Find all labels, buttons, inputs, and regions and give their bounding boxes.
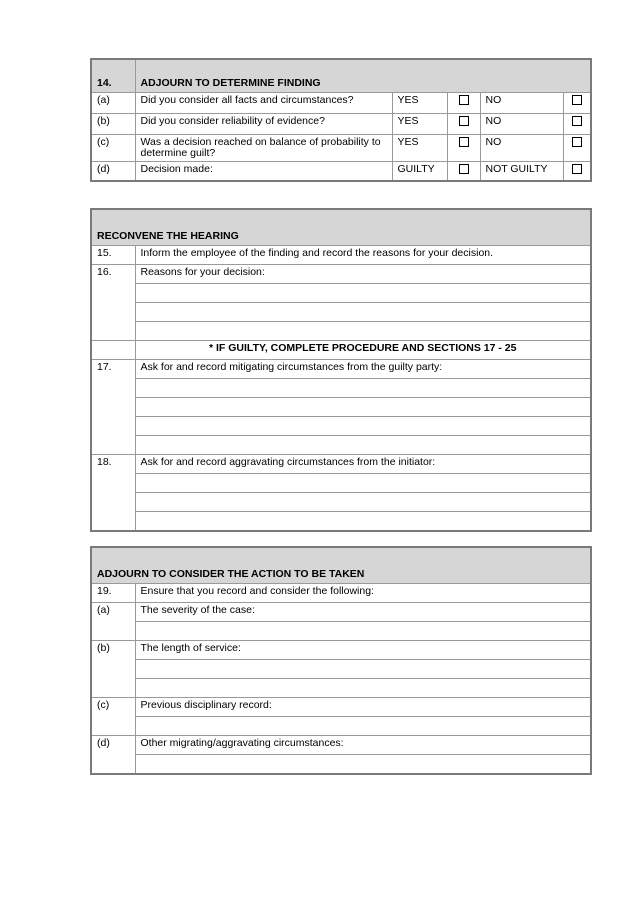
answer-line[interactable] bbox=[135, 511, 591, 531]
row-id: (b) bbox=[91, 113, 135, 134]
question-text: Did you consider all facts and circumstances? bbox=[135, 92, 392, 113]
row-id: (c) bbox=[91, 134, 135, 161]
yes-label: YES bbox=[392, 113, 447, 134]
answer-line[interactable] bbox=[135, 754, 591, 774]
question-row-c bbox=[91, 134, 591, 161]
guilty-label: GUILTY bbox=[392, 161, 447, 181]
no-label: NO bbox=[480, 92, 563, 113]
item-15-text: Inform the employee of the finding and record the reasons for your decision. bbox=[135, 245, 591, 264]
item-16-number: 16. bbox=[91, 264, 135, 340]
reconvene-title: RECONVENE THE HEARING bbox=[91, 209, 591, 245]
guilty-checkbox[interactable] bbox=[447, 161, 480, 181]
yes-label: YES bbox=[392, 92, 447, 113]
answer-line[interactable] bbox=[135, 397, 591, 416]
subitem-c-text: Previous disciplinary record: bbox=[135, 697, 591, 716]
answer-line[interactable] bbox=[135, 492, 591, 511]
answer-line[interactable] bbox=[135, 473, 591, 492]
item-18-number: 18. bbox=[91, 454, 135, 531]
item-19-number: 19. bbox=[91, 583, 135, 602]
item-16-text: Reasons for your decision: bbox=[135, 264, 591, 283]
subitem-b-text: The length of service: bbox=[135, 640, 591, 659]
not-guilty-label: NOT GUILTY bbox=[480, 161, 563, 181]
yes-checkbox[interactable] bbox=[447, 92, 480, 113]
yes-checkbox[interactable] bbox=[447, 134, 480, 161]
answer-line[interactable] bbox=[135, 302, 591, 321]
no-checkbox[interactable] bbox=[563, 134, 591, 161]
item-18-text: Ask for and record aggravating circumstances from the initiator: bbox=[135, 454, 591, 473]
question-row-b bbox=[91, 113, 591, 134]
no-checkbox[interactable] bbox=[563, 92, 591, 113]
section-14-title: ADJOURN TO DETERMINE FINDING bbox=[135, 59, 591, 92]
answer-line[interactable] bbox=[135, 435, 591, 454]
reconvene-table bbox=[90, 208, 592, 532]
subitem-d-text: Other migrating/aggravating circumstances: bbox=[135, 735, 591, 754]
adjourn-action-title: ADJOURN TO CONSIDER THE ACTION TO BE TAKEN bbox=[91, 547, 591, 583]
no-checkbox[interactable] bbox=[563, 113, 591, 134]
question-text: Was a decision reached on balance of probability to determine guilt? bbox=[135, 134, 392, 161]
adjourn-action-table bbox=[90, 546, 592, 775]
answer-line[interactable] bbox=[135, 416, 591, 435]
guilty-note: * IF GUILTY, COMPLETE PROCEDURE AND SECTIONS 17 - 25 bbox=[135, 340, 591, 359]
question-text: Did you consider reliability of evidence? bbox=[135, 113, 392, 134]
question-text: Decision made: bbox=[135, 161, 392, 181]
answer-line[interactable] bbox=[135, 659, 591, 678]
answer-line[interactable] bbox=[135, 378, 591, 397]
section-14-table bbox=[90, 58, 592, 182]
subitem-c-id: (c) bbox=[91, 697, 135, 735]
answer-line[interactable] bbox=[135, 321, 591, 340]
subitem-a-id: (a) bbox=[91, 602, 135, 640]
subitem-d-id: (d) bbox=[91, 735, 135, 774]
section-14-number: 14. bbox=[91, 59, 135, 92]
question-row-a bbox=[91, 92, 591, 113]
answer-line[interactable] bbox=[135, 678, 591, 697]
no-label: NO bbox=[480, 113, 563, 134]
answer-line[interactable] bbox=[135, 283, 591, 302]
subitem-a-text: The severity of the case: bbox=[135, 602, 591, 621]
yes-label: YES bbox=[392, 134, 447, 161]
item-17-number: 17. bbox=[91, 359, 135, 454]
item-15-number: 15. bbox=[91, 245, 135, 264]
no-label: NO bbox=[480, 134, 563, 161]
not-guilty-checkbox[interactable] bbox=[563, 161, 591, 181]
subitem-b-id: (b) bbox=[91, 640, 135, 697]
item-17-text: Ask for and record mitigating circumstances from the guilty party: bbox=[135, 359, 591, 378]
item-19-text: Ensure that you record and consider the following: bbox=[135, 583, 591, 602]
note-spacer bbox=[91, 340, 135, 359]
answer-line[interactable] bbox=[135, 716, 591, 735]
yes-checkbox[interactable] bbox=[447, 113, 480, 134]
row-id: (a) bbox=[91, 92, 135, 113]
row-id: (d) bbox=[91, 161, 135, 181]
answer-line[interactable] bbox=[135, 621, 591, 640]
question-row-d bbox=[91, 161, 591, 181]
